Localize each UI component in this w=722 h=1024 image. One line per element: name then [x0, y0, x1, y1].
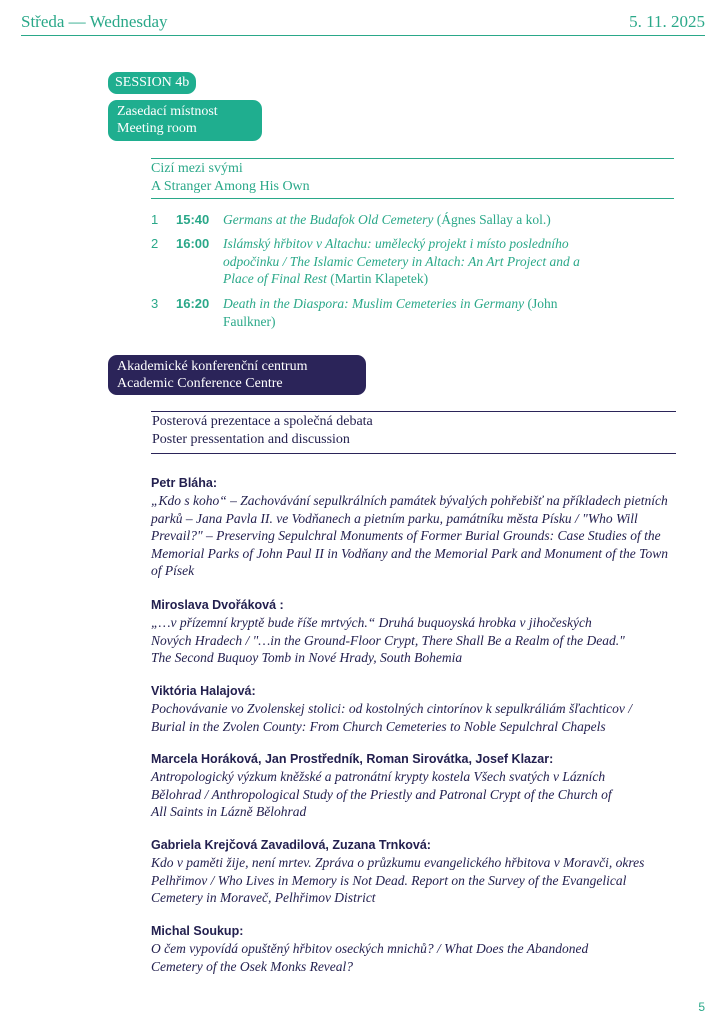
poster-author: Gabriela Krejčová Zavadilová, Zuzana Trnková:: [151, 838, 431, 852]
talk-time: 16:20: [176, 296, 210, 311]
poster-author: Viktória Halajová:: [151, 684, 256, 698]
page-number: 5: [698, 1000, 705, 1014]
talk-title: Islámský hřbitov v Altachu: umělecký projekt i místo posledního odpočinku / The Islamic Cemetery in Altach: An Art Project and a Place of Final Rest: [223, 236, 580, 286]
poster-title: „…v přízemní kryptě bude říše mrtvých.“ Druhá buquoyská hrobka v jihočeských Nových Hradech / "…in the Ground-Floor Crypt, There Shall Be a Realm of the Dead." The Second Buquoy Tomb in Nové Hrady, South Bohemia: [151, 615, 625, 665]
talk-title: Germans at the Budafok Old Cemetery: [223, 212, 434, 227]
section-divider-top: [151, 158, 674, 159]
talk-number: 1: [151, 212, 159, 227]
poster-entry: [151, 597, 631, 667]
talk-authors: (John Faulkner): [223, 296, 558, 329]
talk-number: 2: [151, 236, 159, 251]
section-title-en: Poster pressentation and discussion: [152, 432, 350, 447]
section-title-cs: Cizí mezi svými: [151, 161, 243, 176]
poster-author: Marcela Horáková, Jan Prostředník, Roman Sirovátka, Josef Klazar:: [151, 752, 554, 766]
poster-title: Kdo v paměti žije, není mrtev. Zpráva o průzkumu evangelického hřbitova v Moravči, okres Pelhřimov / Who Lives in Memory is Not Dead. Report on the Survey of the Evangelical Cemetery in Moraveč, Pelhřimov District: [151, 855, 645, 905]
talk-item: [151, 295, 621, 330]
header-date: 5. 11. 2025: [629, 12, 705, 31]
poster-title: „Kdo s koho“ – Zachovávání sepulkrálních památek bývalých pohřebišť na příkladech pietních parků – Jana Pavla II. ve Vodňanech a pietním parku, památníku města Písku / "Who Will Prevail?" – Preserving Sepulchral Monuments of Former Burial Grounds: Case Studies of the Memorial Parks of John Paul II in Vodňany and the Memorial Park and Monument of the Town of Písek: [151, 493, 668, 578]
room-label-conference-centre: [108, 355, 366, 395]
poster-author: Michal Soukup:: [151, 924, 244, 938]
room-label-meeting-room: [108, 100, 262, 141]
talk-authors: (Martin Klapetek): [326, 271, 429, 286]
talk-time: 15:40: [176, 212, 210, 227]
poster-entry: [151, 923, 611, 975]
talk-time: 16:00: [176, 236, 210, 251]
talk-number: 3: [151, 296, 159, 311]
session-badge: SESSION 4b: [108, 72, 196, 94]
talk-item: [151, 235, 611, 288]
poster-title: Antropologický výzkum kněžské a patronátní krypty kostela Všech svatých v Lázních Bělohrad / Anthropological Study of the Priestly and Patronal Crypt of the Church of All Saints in Lázně Bělohrad: [151, 769, 612, 819]
section-title-2: [152, 413, 373, 449]
poster-entry: [151, 751, 621, 821]
section-divider-bottom: [151, 453, 676, 454]
section-divider-bottom: [151, 198, 674, 199]
talk-item: [151, 211, 621, 229]
page-header: [21, 10, 705, 36]
poster-title: O čem vypovídá opuštěný hřbitov oseckých mnichů? / What Does the Abandoned Cemetery of the Osek Monks Reveal?: [151, 941, 589, 974]
section-title-1: [151, 160, 310, 196]
section-divider-top: [151, 411, 676, 412]
poster-title: Pochovávanie vo Zvolenskej stolici: od kostolných cintorínov k sepulkráliám šľachticov / Burial in the Zvolen County: From Church Cemeteries to Noble Sepulchral Chapels: [151, 701, 633, 734]
poster-entry: [151, 683, 651, 735]
header-day: Středa — Wednesday: [21, 12, 168, 31]
poster-entry: [151, 475, 681, 580]
section-title-cs: Posterová prezentace a společná debata: [152, 414, 373, 429]
room-name-en: Academic Conference Centre: [117, 376, 283, 391]
section-title-en: A Stranger Among His Own: [151, 179, 310, 194]
room-name-cs: Akademické konferenční centrum: [117, 359, 308, 374]
poster-author: Miroslava Dvořáková :: [151, 598, 284, 612]
room-name-en: Meeting room: [117, 121, 197, 136]
talk-title: Death in the Diaspora: Muslim Cemeteries in Germany: [223, 296, 525, 311]
poster-author: Petr Bláha:: [151, 476, 217, 490]
poster-entry: [151, 837, 656, 907]
room-name-cs: Zasedací místnost: [117, 104, 218, 119]
talk-authors: (Ágnes Sallay a kol.): [433, 212, 551, 227]
